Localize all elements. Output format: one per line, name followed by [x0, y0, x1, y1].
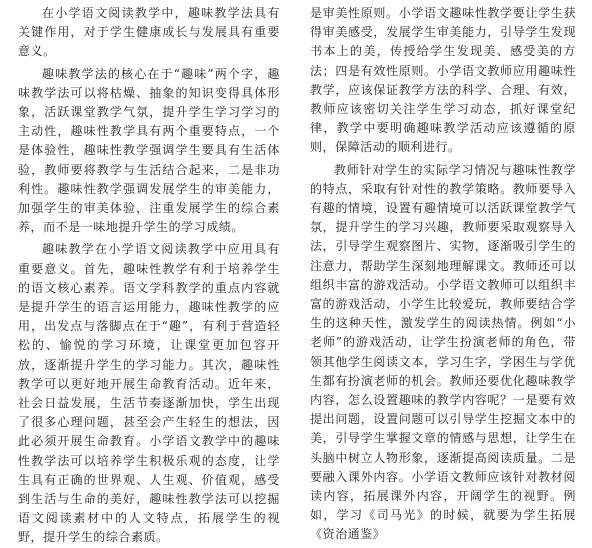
- paragraph-intro: 在小学语文阅读教学中，趣味教学法具有关键作用，对于学生健康成长与发展具有重要意义。: [18, 6, 280, 59]
- paragraph-principles-continued: 是审美性原则。小学语文趣味性教学要让学生获得审美感受，发展学生审美能力，引导学生发现书本上的美，传授给学生发现美、感受美的方法；四是有效性原则。小学语文教师应用趣味性教学，应该保证教学方法的科学、合理、有效，教师应该密切关注学生学习动态，抓好课堂纪律，教学中要明确趣味教学活动应该遵循的原则，保障活动的顺利进行。: [310, 6, 576, 155]
- paragraph-strategies: 教师针对学生的实际学习情况与趣味性教学的特点，采取有针对性的教学策略。教师要导入有趣的情境，设置有趣情境可以活跃课堂教学气氛，提升学生的学习兴趣，教师要采取观察导入法，引导学生观察图片、实物，逐渐吸引学生的注意力，帮助学生深刻地理解课文。教师还可以组织丰富的游戏活动。小学语文教师可以组织丰富的游戏活动，小学生比较爱玩，教师要结合学生的这种天性，激发学生的阅读热情。例如“小老师”的游戏活动，让学生扮演老师的角色，带领其他学生阅读文本，学习生字，学困生与学优生都有扮演老师的机会。教师还要优化趣味教学内容，怎么设置趣味的教学内容呢？一是要有效提出问题，设置问题可以引导学生挖掘文本中的美，引导学生掌握文章的情感与思想，让学生在头脑中树立人物形象，逐渐提高阅读质量。二是要融入课外内容。小学语文教师应该针对教材阅读内容，拓展课外内容，开阔学生的视野。例如，学习《司马光》的时候，就要为学生拓展《资治通鉴》: [310, 162, 576, 542]
- right-column: [310, 4, 576, 542]
- paragraph-core-concept: 趣味教学法的核心在于“趣味”两个字，趣味教学法可以将枯燥、抽象的知识变得具体形象，活跃课堂教学气氛，提升学生学习学习的主动性，趣味性教学具有两个重要特点，一个是体验性，趣味性教学强调学生要具有生活体验，教师要将教学与生活结合起来，二是非功利性。趣味性教学强调发展学生的审美能力，加强学生的审美体验，注重发展学生的综合素养，而不是一味地提升学生的学习成绩。: [18, 66, 280, 235]
- paragraph-significance: 趣味教学在小学语文阅读教学中应用具有重要意义。首先，趣味性教学有利于培养学生的语文核心素养。语文学科教学的重点内容就是提升学生的语言运用能力，趣味性教学的应用，出发点与落脚点在于“趣”，有利于营造轻松的、愉悦的学习环境，让课堂更加包容开放，逐渐提升学生的学习能力。其次，趣味性教学可以更好地开展生命教育活动。近年来，社会日益发展，生活节奏逐渐加快，学生出现了很多心理问题，甚至会产生轻生的想法，因此必须开展生命教育。小学语文教学中的趣味性教学法可以培养学生积极乐观的态度，让学生具有正确的世界观、人生观、价值观，感受到生活与生命的美好，趣味性教学法可以挖掘语文阅读素材中的人文特点，拓展学生的视野，提升学生的综合素质。: [18, 242, 280, 545]
- left-column: [18, 4, 280, 545]
